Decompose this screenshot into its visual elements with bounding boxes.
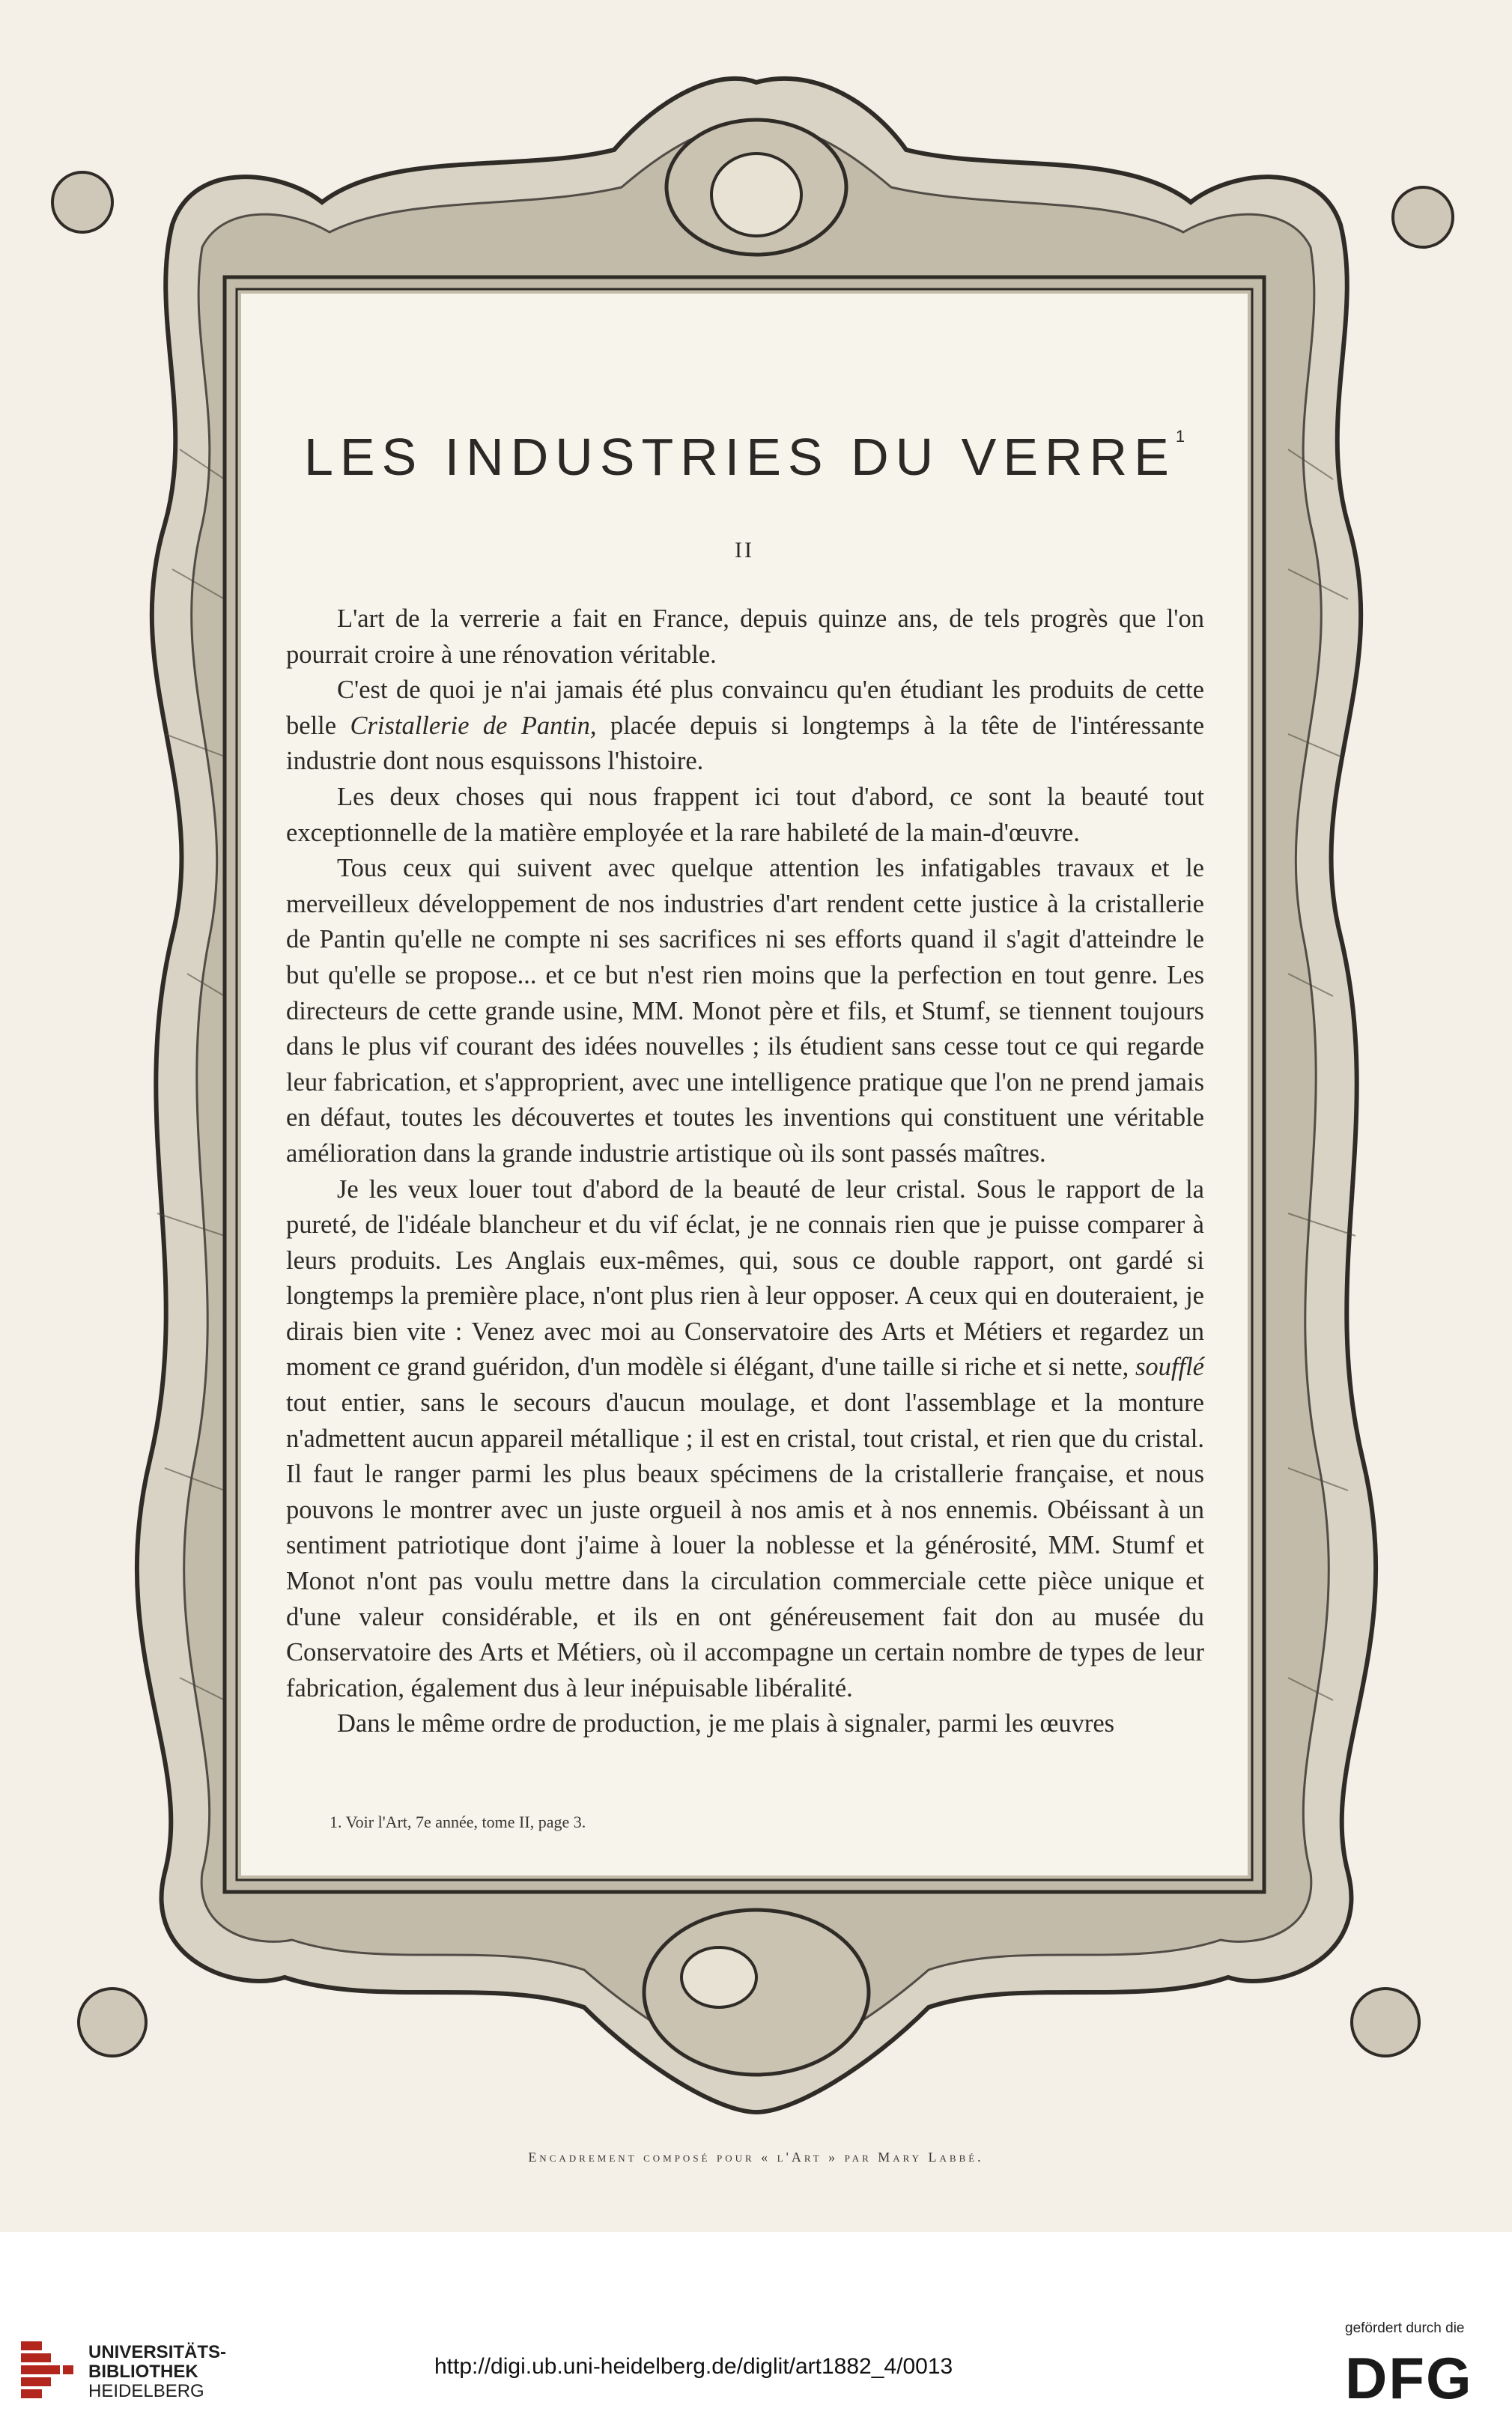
dfg-logo: DFG <box>1345 2345 1473 2411</box>
paragraph: Je les veux louer tout d'abord de la beauté de leur cristal. Sous le rapport de la pureté, de l'idéale blancheur et du vif éclat, je ne connais rien que je puisse comparer à leurs produits. Les Anglais eux-mêmes, qui, sous ce double rapport, ont gardé si longtemps la première place, n'ont plus rien à leur opposer. A ceux qui en douteraient, je dirais bien vite : Venez avec moi au Conservatoire des Arts et Métiers et regardez un moment ce grand guéridon, d'un modèle si élégant, d'une taille si riche et si nette, soufflé tout entier, sans le secours d'aucun moulage, et dont l'assemblage et la monture n'admettent aucun appareil métallique ; il est en cristal, tout cristal, et rien que du cristal. Il faut le ranger parmi les plus beaux spécimens de la cristallerie française, et nous pouvons le montrer avec un juste orgueil à nos amis et à nos ennemis. Obéissant à un sentiment patriotique dont j'aime à louer la noblesse et la générosité, MM. Stumf et Monot n'ont pas voulu mettre dans la circulation commerciale cette pièce unique et d'une valeur considérable, et ils en ont généreusement fait don au musée du Conservatoire des Arts et Métiers, où il accompagne un certain nombre de types de leur fabrication, également dus à leur inépuisable libéralité. <box>286 1174 1204 1702</box>
source-url[interactable]: http://digi.ub.uni-heidelberg.de/diglit/art1882_4/0013 <box>434 2354 953 2379</box>
paragraph: Dans le même ordre de production, je me plais à signaler, parmi les œuvres <box>337 1709 1115 1738</box>
section-number: II <box>735 538 754 562</box>
italic-phrase: soufflé <box>1135 1353 1204 1382</box>
institution-name: UNIVERSITÄTS- BIBLIOTHEK HEIDELBERG <box>88 2342 227 2401</box>
paragraph: C'est de quoi je n'ai jamais été plus convaincu qu'en étudiant les produits de cette belle Cristallerie de Pantin, placée depuis si longtemps à la tête de l'intéressante industrie dont nous esquissons l'histoire. <box>286 676 1205 776</box>
footnote: 1. Voir l'Art, 7e année, tome II, page 3. <box>330 1813 586 1831</box>
footnote-mark: 1 <box>1175 427 1185 446</box>
paragraph: Les deux choses qui nous frappent ici tout d'abord, ce sont la beauté tout exceptionnelle de la matière employée et la rare habileté de la main-d'œuvre. <box>286 782 1204 847</box>
paragraph: Tous ceux qui suivent avec quelque attention les infatigables travaux et le merveilleux développement de nos industries d'art rendent cette justice à la cristallerie de Pantin qu'elle ne compte ni ses sacrifices ni ses efforts quand il s'agit d'atteindre le but qu'elle se propose... et ce but n'est rien moins que la perfection en tout genre. Les directeurs de cette grande usine, MM. Monot père et fils, et Stumf, se tiennent toujours dans le plus vif courant des idées nouvelles ; ils étudient sans cesse tout ce qui regarde leur fabrication, et s'approprient, avec une intelligence pratique que l'on ne prend jamais en défaut, toutes les découvertes et toutes les inventions qui constituent une véritable amélioration dans la grande industrie artistique où ils sont passés maîtres. <box>286 854 1204 1168</box>
sponsor-label: gefördert durch die <box>1345 2320 1465 2336</box>
italic-phrase: Cristallerie de Pantin, <box>350 711 597 740</box>
article-title: LES INDUSTRIES DU VERRE$^1$ <box>303 427 1185 486</box>
paragraph: L'art de la verrerie a fait en France, depuis quinze ans, de tels progrès que l'on pourrait croire à une rénovation véritable. <box>286 604 1204 669</box>
article-body <box>286 601 1204 1742</box>
frame-caption: Encadrement composé pour « l'Art » par Mary Labbé. <box>528 2150 984 2165</box>
